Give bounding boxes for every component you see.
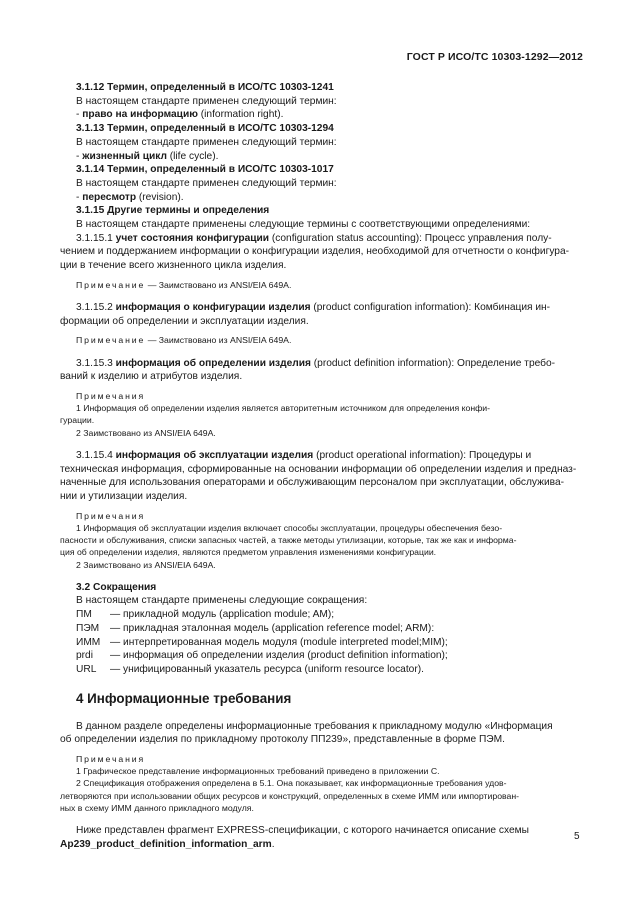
note-2-line3: ных в схему ИММ данного прикладного модуля. [60, 802, 254, 813]
abbreviation-code: prdi [76, 650, 93, 662]
abbreviation-text: — информация об определении изделия (product definition information); [110, 650, 448, 662]
term-english: (revision). [136, 191, 184, 203]
note-3-1-15-2 [60, 334, 582, 346]
term-3-1-15-4-line3: наченные для использования операторами и обслуживающим персоналом при эксплуатации, обслужива- [60, 477, 565, 489]
abbreviation-code: ПМ [76, 609, 92, 621]
note-2-line2: летворяются при использовании общих ресурсов и конструкций, определенных в схеме ИММ или импортирован- [60, 790, 520, 801]
term-name: пересмотр [82, 191, 137, 203]
term-definition: (product configuration information): Комбинация ин- [310, 302, 551, 314]
term-dash: - [76, 191, 83, 203]
note-3-1-15-1 [60, 279, 582, 291]
abbreviation-item [60, 636, 582, 650]
abbreviation-code: ПЭМ [76, 622, 100, 634]
note-1-line1: 1 Информация об эксплуатации изделия включает способы эксплуатации, процедуры обеспечения безо- [76, 522, 503, 533]
section-4-para2-line1: Ниже представлен фрагмент EXPRESS-спецификации, с которого начинается описание схемы [76, 825, 529, 837]
term-number: 3.1.15.2 [76, 302, 116, 314]
note-title: Примечание [76, 279, 146, 290]
abbreviation-text: — интерпретированная модель модуля (module interpreted model;MIM); [110, 636, 448, 648]
term-number: 3.1.15.4 [76, 449, 116, 461]
term-3-1-15-3-line2: ваний к изделию и атрибутов изделия. [60, 371, 243, 383]
term-name: информация об эксплуатации изделия [115, 449, 314, 461]
section-3-1-15-heading: 3.1.15 Другие термины и определения [76, 205, 270, 217]
abbreviation-item [60, 649, 582, 663]
term-dash: - [76, 109, 83, 121]
term-3-1-15-4-line1 [60, 449, 582, 463]
note-1-line2: гурации. [60, 415, 95, 426]
section-3-1-13-heading: 3.1.13 Термин, определенный в ИСО/ТС 10303-1294 [76, 123, 334, 135]
section-4-para2-line2 [60, 838, 582, 852]
note-1: 1 Графическое представление информационных требований приведено в приложении С. [76, 766, 440, 777]
note-text: — Заимствовано из ANSI/EIA 649A. [145, 335, 292, 346]
section-3-1-12-heading: 3.1.12 Термин, определенный в ИСО/ТС 10303-1241 [76, 82, 334, 93]
page-number: 5 [574, 831, 580, 842]
term-life-cycle [60, 150, 582, 164]
term-english: (life cycle). [166, 150, 219, 162]
term-name: учет состояния конфигурации [115, 232, 270, 244]
term-name: информация о конфигурации изделия [115, 302, 311, 314]
term-3-1-15-2-line1 [60, 301, 582, 315]
term-3-1-15-3-line1 [60, 357, 582, 371]
term-3-1-15-1-line1 [60, 232, 582, 246]
term-number: 3.1.15.1 [76, 232, 116, 244]
para-end: . [271, 838, 275, 850]
term-definition: (product definition information): Определение требо- [310, 357, 556, 369]
section-3-2-heading: 3.2 Сокращения [76, 581, 157, 593]
note-2: 2 Заимствовано из ANSI/EIA 649A. [76, 427, 216, 438]
document-body [60, 81, 582, 851]
term-3-1-15-4-line4: нии и утилизации изделия. [60, 490, 188, 502]
abbreviation-text: — унифицированный указатель ресурса (uniform resource locator). [110, 663, 424, 675]
schema-name: Ap239_product_definition_information_arm [60, 838, 272, 850]
term-information-right [60, 108, 582, 122]
notes-title: Примечания [76, 510, 146, 521]
notes-title: Примечания [76, 754, 146, 765]
term-number: 3.1.15.3 [76, 357, 116, 369]
note-text: — Заимствовано из ANSI/EIA 649A. [145, 279, 292, 290]
abbreviation-text: — прикладной модуль (application module; AM); [110, 609, 335, 621]
notes-title: Примечания [76, 391, 146, 402]
term-revision [60, 191, 582, 205]
section-4-para1-line2: об определении изделия по прикладному протоколу ПП239», представленные в форме ПЭМ. [60, 734, 505, 746]
term-dash: - [76, 150, 83, 162]
term-3-1-15-2-line2: формации об определении и эксплуатации изделия. [60, 315, 309, 327]
abbreviation-code: URL [76, 663, 97, 675]
section-4-para1-line1: В данном разделе определены информационные требования к прикладному модулю «Информация [76, 720, 553, 732]
abbreviation-item [60, 608, 582, 622]
note-2-line1: 2 Спецификация отображения определена в 5.1. Она показывает, как информационные требования удов- [76, 778, 507, 789]
note-title: Примечание [76, 335, 146, 346]
abbreviation-text: — прикладная эталонная модель (application reference model; ARM): [110, 622, 435, 634]
term-name: информация об определении изделия [115, 357, 311, 369]
abbreviation-item [60, 622, 582, 636]
section-3-1-14-intro: В настоящем стандарте применен следующий термин: [76, 177, 337, 189]
abbreviations-list [60, 608, 582, 677]
term-3-1-15-1-line2: чением и поддержанием информации о конфигурации изделия, необходимой для отчетности о конфигура- [60, 246, 570, 258]
term-definition: (product operational information): Процедуры и [313, 449, 532, 461]
term-3-1-15-1-line3: ции в течение всего жизненного цикла изделия. [60, 260, 287, 272]
abbreviation-code: ИММ [76, 636, 101, 648]
term-3-1-15-4-line2: техническая информация, сформированные на основании информации об определении изделия и предназ- [60, 463, 577, 475]
abbreviation-item [60, 663, 582, 677]
term-english: (information right). [197, 109, 284, 121]
note-2: 2 Заимствовано из ANSI/EIA 649A. [76, 559, 216, 570]
section-3-1-14-heading: 3.1.14 Термин, определенный в ИСО/ТС 10303-1017 [76, 164, 334, 176]
term-name: жизненный цикл [82, 150, 167, 162]
note-1-line2: пасности и обслуживания, списки запасных частей, а также методы утилизации, которые, так же как и информа- [60, 535, 517, 546]
section-3-1-15-intro: В настоящем стандарте применены следующие термины с соответствующими определениями: [76, 219, 531, 231]
section-3-1-13-intro: В настоящем стандарте применен следующий термин: [76, 136, 337, 148]
note-1-line1: 1 Информация об определении изделия является авторитетным источником для определения конфи- [76, 403, 491, 414]
section-3-1-12-intro: В настоящем стандарте применен следующий термин: [76, 95, 337, 107]
section-3-2-intro: В настоящем стандарте применены следующие сокращения: [76, 595, 368, 607]
note-1-line3: ция об определении изделия, являются предметом управления изменениями конфигурации. [60, 547, 437, 558]
term-definition: (configuration status accounting): Процесс управления полу- [269, 232, 552, 244]
section-4-heading: 4 Информационные требования [76, 690, 292, 706]
standard-header: ГОСТ Р ИСО/ТС 10303-1292—2012 [406, 51, 583, 63]
term-name: право на информацию [82, 109, 198, 121]
